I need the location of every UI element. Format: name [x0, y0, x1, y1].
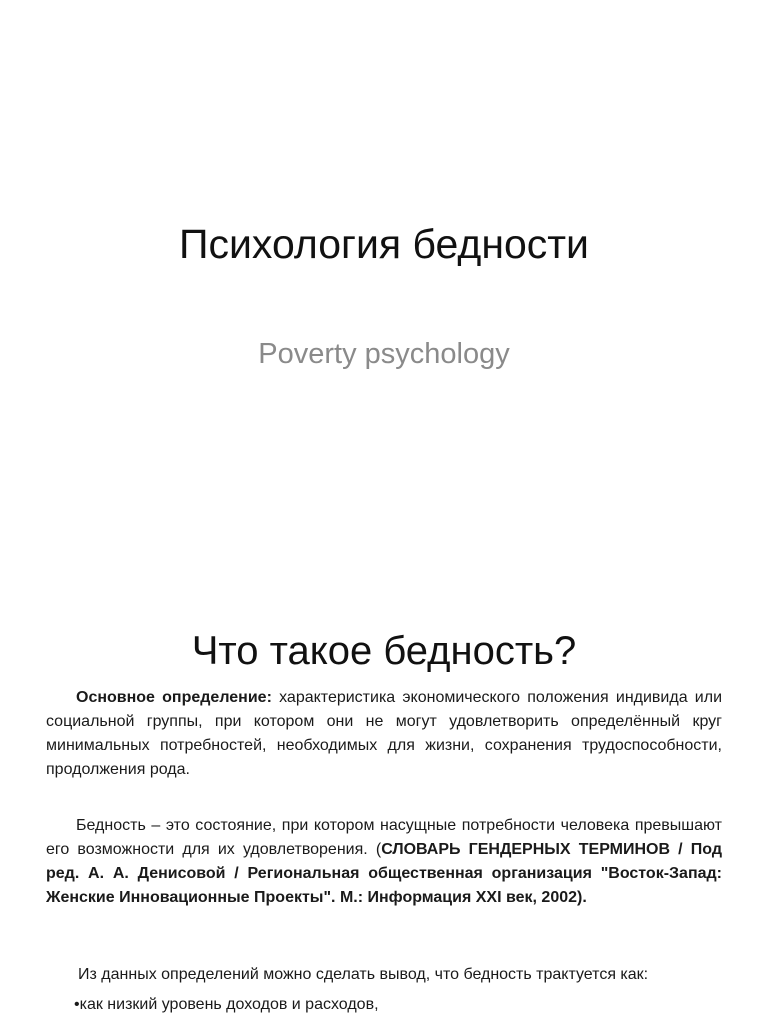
definition-text: характеристика экономического положения индивида или социальной группы, при котором они не могут удовлетворить определённый круг минимальных потребностей, необходимых для жизни, сохранения трудоспособности, продолжения рода. [46, 689, 723, 778]
definition-lead: Основное определение: [76, 689, 272, 706]
slide-subtitle: Poverty psychology [258, 338, 510, 370]
section-title: Что такое бедность? [191, 629, 577, 673]
poverty-state-text: Бедность – это состояние, при котором насущные потребности человека превышают его возможности для их удовлетворения. ( [46, 817, 722, 858]
poverty-state-paragraph [46, 814, 722, 910]
source-citation: СЛОВАРЬ ГЕНДЕРНЫХ ТЕРМИНОВ / Под ред. А. А. Денисовой / Региональная общественная организация "Восток-Запад: Женские Инновационные Проекты". М.: Информация XXI век, 2002). [46, 841, 722, 906]
list-item: •как низкий уровень доходов и расходов, [74, 996, 379, 1013]
slide-title: Психология бедности [179, 221, 589, 267]
conclusion-text: Из данных определений можно сделать вывод, что бедность трактуется как: [78, 966, 649, 983]
conclusion-paragraph [46, 963, 722, 987]
definition-paragraph [46, 686, 722, 782]
